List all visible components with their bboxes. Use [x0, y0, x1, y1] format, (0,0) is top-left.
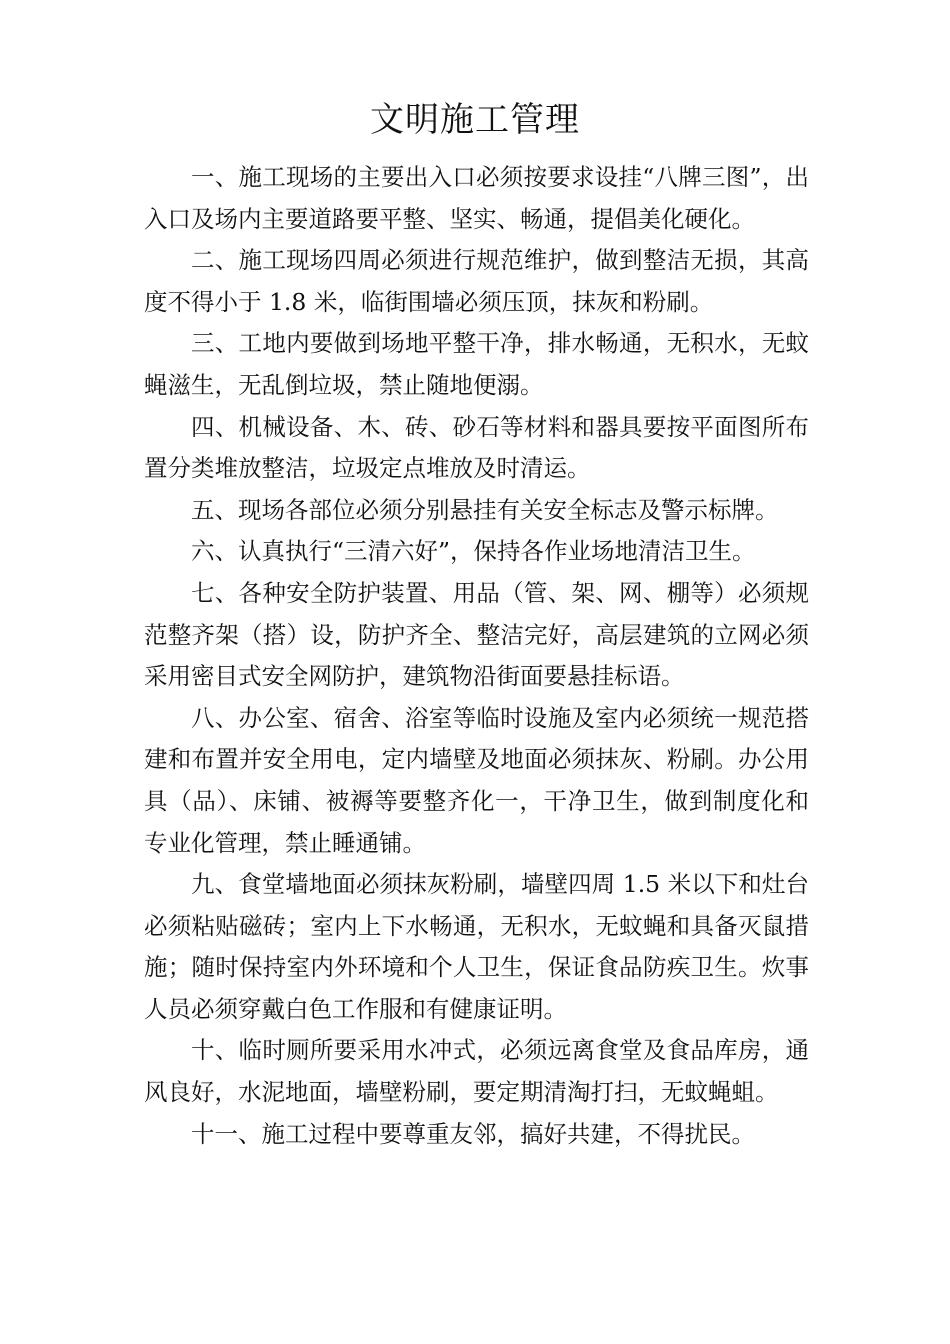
- document-title: 文明施工管理: [370, 100, 580, 140]
- paragraph-9: 九、食堂墙地面必须抹灰粉刷，墙壁四周 1.5 米以下和灶台必须粘贴磁砖；室内上下水畅通，无积水，无蚊蝇和具备灭鼠措施；随时保持室内外环境和个人卫生，保证食品防疾卫生。炊事人员必须穿戴白色工作服和有健康证明。: [144, 870, 809, 1023]
- paragraph-8: 八、办公室、宿舍、浴室等临时设施及室内必须统一规范搭建和布置并安全用电，定内墙壁及地面必须抹灰、粉刷。办公用具（品）、床铺、被褥等要整齐化一，干净卫生，做到制度化和专业化管理，禁止睡通铺。: [144, 703, 809, 857]
- paragraph-6: 六、认真执行“三清六好”，保持各作业场地清洁卫生。: [191, 537, 756, 566]
- paragraph-3: 三、工地内要做到场地平整干净，排水畅通，无积水，无蚊蝇滋生，无乱倒垃圾，禁止随地便溺。: [144, 329, 809, 399]
- paragraph-2: 二、施工现场四周必须进行规范维护，做到整洁无损，其高度不得小于 1.8 米，临街围墙必须压顶，抹灰和粉刷。: [144, 246, 809, 316]
- paragraph-11: 十一、施工过程中要尊重友邻，搞好共建，不得扰民。: [191, 1119, 755, 1148]
- paragraph-5: 五、现场各部位必须分别悬挂有关安全标志及警示标牌。: [191, 495, 779, 524]
- paragraph-4: 四、机械设备、木、砖、砂石等材料和器具要按平面图所布置分类堆放整洁，垃圾定点堆放及时清运。: [144, 412, 809, 483]
- paragraph-1: 一、施工现场的主要出入口必须按要求设挂“八牌三图”，出入口及场内主要道路要平整、坚实、畅通，提倡美化硬化。: [144, 163, 809, 233]
- paragraph-7: 七、各种安全防护装置、用品（管、架、网、棚等）必须规范整齐架（搭）设，防护齐全、整洁完好，高层建筑的立网必须采用密目式安全网防护，建筑物沿街面要悬挂标语。: [144, 578, 809, 691]
- paragraph-10: 十、临时厕所要采用水冲式，必须远离食堂及食品库房，通风良好，水泥地面，墙壁粉刷，要定期清淘打扫，无蚊蝇蛆。: [144, 1036, 809, 1107]
- document-body: [144, 157, 809, 1155]
